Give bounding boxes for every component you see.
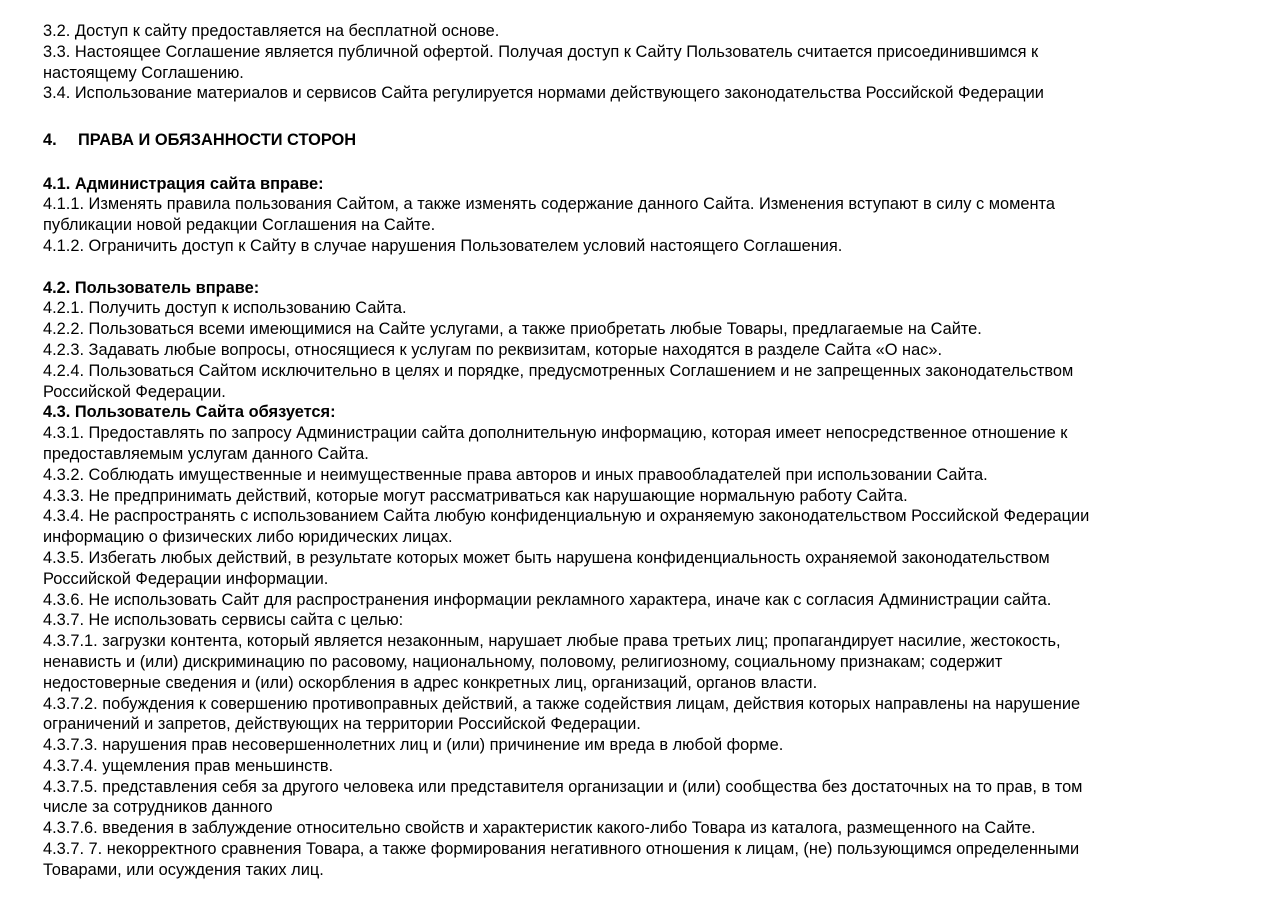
clause-4-3-7-2-line-1: 4.3.7.2. побуждения к совершению противоправных действий, а также содействия лицам, действия которых направлены на нарушение [43, 694, 1081, 713]
clause-4-1-1-line-2: публикации новой редакции Соглашения на Сайте. [43, 216, 436, 235]
clause-4-2-3: 4.2.3. Задавать любые вопросы, относящиеся к услугам по реквизитам, которые находятся в разделе Сайта «О нас». [43, 340, 943, 359]
spacer [43, 153, 1240, 174]
clause-4-2-4-line-2: Российской Федерации. [43, 382, 226, 401]
clause-4-3-7: 4.3.7. Не использовать сервисы сайта с целью: [43, 611, 404, 630]
clause-4-3-4-line-2: информацию о физических либо юридических лицах. [43, 528, 453, 547]
clause-4-3-7-4: 4.3.7.4. ущемления прав меньшинств. [43, 756, 334, 775]
clause-4-2-1: 4.2.1. Получить доступ к использованию Сайта. [43, 299, 407, 318]
clause-3-3-line-1: 3.3. Настоящее Соглашение является публичной офертой. Получая доступ к Сайту Пользователь считается присоединившимся к [43, 42, 1039, 61]
section-4-number: 4. [43, 130, 57, 149]
clause-4-2-2: 4.2.2. Пользоваться всеми имеющимися на Сайте услугами, а также приобретать любые Товары, предлагаемые на Сайте. [43, 320, 982, 339]
subsection-4-2-title: 4.2. Пользователь вправе: [43, 278, 260, 297]
subsection-4-1-title: 4.1. Администрация сайта вправе: [43, 174, 324, 193]
clause-4-1-1-line-1: 4.1.1. Изменять правила пользования Сайтом, а также изменять содержание данного Сайта. Изменения вступают в силу с момента [43, 195, 1055, 214]
clause-4-3-7-7-line-2: Товарами, или осуждения таких лиц. [43, 860, 324, 879]
spacer [43, 104, 1240, 125]
clause-4-3-3: 4.3.3. Не предпринимать действий, которые могут рассматриваться как нарушающие нормальную работу Сайта. [43, 486, 908, 505]
clause-4-3-6: 4.3.6. Не использовать Сайт для распространения информации рекламного характера, иначе как с согласия Администрации сайта. [43, 590, 1052, 609]
clause-4-3-7-5-line-1: 4.3.7.5. представления себя за другого человека или представителя организации и (или) сообщества без достаточных на то прав, в том [43, 777, 1083, 796]
clause-4-3-1-line-2: предоставляемым услугам данного Сайта. [43, 444, 369, 463]
subsection-4-3-title: 4.3. Пользователь Сайта обязуется: [43, 403, 336, 422]
section-4-title: ПРАВА И ОБЯЗАННОСТИ СТОРОН [78, 130, 357, 149]
clause-4-3-7-1-line-1: 4.3.7.1. загрузки контента, который является незаконным, нарушает любые права третьих лиц; пропагандирует насилие, жестокость, [43, 632, 1061, 651]
clause-4-3-5-line-2: Российской Федерации информации. [43, 569, 329, 588]
clause-4-3-7-5-line-2: числе за сотрудников данного [43, 798, 273, 817]
clause-4-3-7-6: 4.3.7.6. введения в заблуждение относительно свойств и характеристик какого-либо Товара из каталога, размещенного на Сайте. [43, 819, 1036, 838]
clause-3-2: 3.2. Доступ к сайту предоставляется на бесплатной основе. [43, 22, 500, 40]
clause-4-3-7-2-line-2: ограничений и запретов, действующих на территории Российской Федерации. [43, 715, 641, 734]
clause-4-3-7-1-line-2: ненависть и (или) дискриминацию по расовому, национальному, половому, религиозному, социальному признакам; содержит [43, 652, 1003, 671]
clause-4-3-7-7-line-1: 4.3.7. 7. некорректного сравнения Товара, а также формирования негативного отношения к лицам, (не) пользующимся определенными [43, 840, 1080, 859]
clause-4-1-2: 4.1.2. Ограничить доступ к Сайту в случае нарушения Пользователем условий настоящего Соглашения. [43, 236, 843, 255]
clause-4-2-4-line-1: 4.2.4. Пользоваться Сайтом исключительно в целях и порядке, предусмотренных Соглашением и не запрещенных законодательством [43, 361, 1074, 380]
clause-4-3-1-line-1: 4.3.1. Предоставлять по запросу Администрации сайта дополнительную информацию, которая имеет непосредственное отношение к [43, 424, 1068, 443]
clause-3-3-line-2: настоящему Соглашению. [43, 63, 244, 82]
spacer [43, 257, 1240, 278]
clause-4-3-5-line-1: 4.3.5. Избегать любых действий, в результате которых может быть нарушена конфиденциальность охраняемой законодательством [43, 548, 1050, 567]
section-4-heading [43, 130, 1240, 151]
clause-4-3-7-3: 4.3.7.3. нарушения прав несовершеннолетних лиц и (или) причинение им вреда в любой форме. [43, 736, 784, 755]
clause-3-4: 3.4. Использование материалов и сервисов Сайта регулируется нормами действующего законодательства Российской Федерации [43, 84, 1044, 103]
clause-4-3-4-line-1: 4.3.4. Не распространять с использованием Сайта любую конфиденциальную и охраняемую законодательством Российской Федерации [43, 507, 1090, 526]
clause-4-3-7-1-line-3: недостоверные сведения и (или) оскорбления в адрес конкретных лиц, организаций, органов власти. [43, 673, 818, 692]
clause-4-3-2: 4.3.2. Соблюдать имущественные и неимущественные права авторов и иных правообладателей при использовании Сайта. [43, 465, 988, 484]
